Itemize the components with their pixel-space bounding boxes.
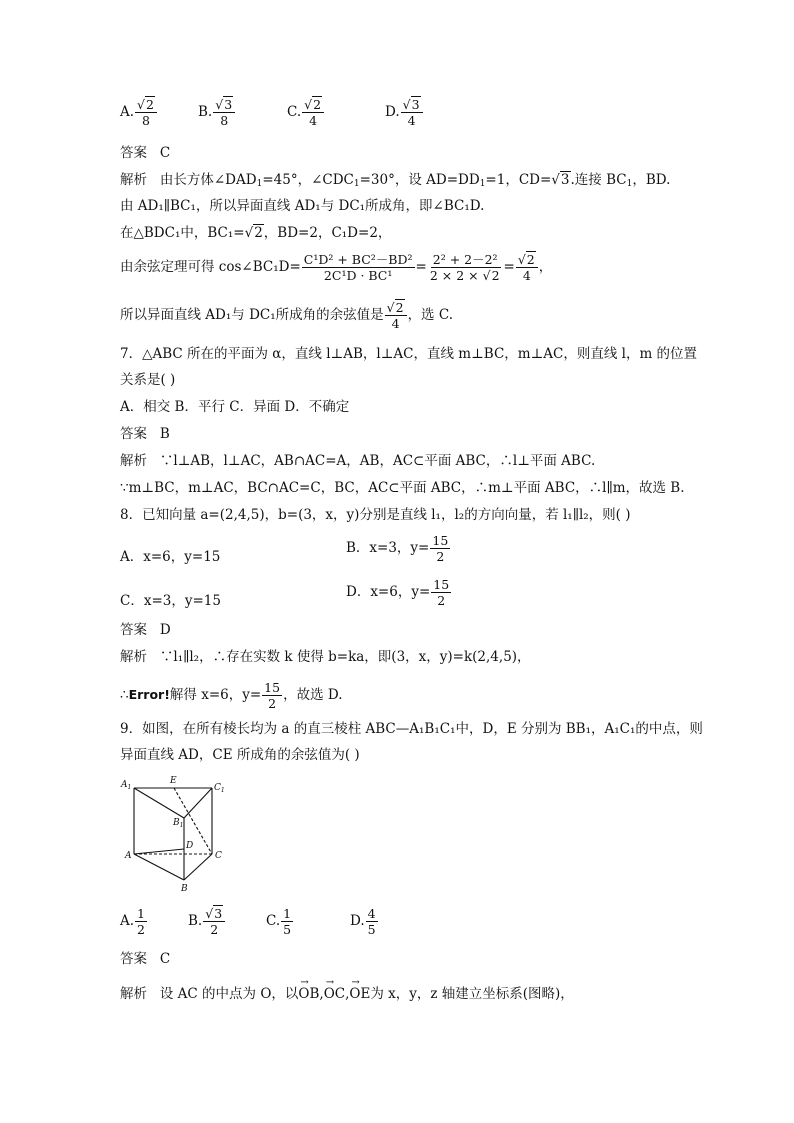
q7-analysis-line2: ∵m⊥BC，m⊥AC，BC∩AC=C，BC，AC⊂平面 ABC，∴m⊥平面 ABC，∴l∥m，故选 B. (120, 480, 685, 496)
q9-answer: 答案 C (120, 951, 171, 967)
q9-stem-line1: 9．如图，在所有棱长均为 a 的直三棱柱 ABC—A₁B₁C₁中，D，E 分别为 BB₁，A₁C₁的中点，则 (120, 721, 703, 737)
segment-ad (134, 849, 184, 854)
q8-option-d: D．x=6，y= $\frac{15}{2}$ (346, 577, 450, 608)
q8-option-a: A．x=6，y=15 (120, 549, 221, 565)
q7-options: A．相交 B．平行 C．异面 D．不确定 (120, 399, 350, 415)
label-e: E (170, 776, 177, 786)
q6-option-c: C. $\frac{√2}{4}$ (287, 97, 325, 128)
label-c1: $C_1$ (214, 783, 225, 794)
q9-stem-line2: 异面直线 AD，CE 所成角的余弦值为( ) (120, 747, 360, 763)
q9-analysis-line1: 解析 设 AC 的中点为 O，以→ OB,→ OC,→ OE为 x，y，z 轴建立坐标系(图略)， (120, 986, 574, 1002)
prism-figure (118, 774, 238, 899)
label-a1: $A_1$ (121, 780, 132, 791)
q6-analysis-line1: 解析 由长方体$\angle DAD_1=45^\circ$，$\angle CDC_1=30^\circ$，设 $AD=DD_1=1$，CD=√3.连接 $BC_1$，BD. (120, 172, 671, 189)
edge-ab (134, 854, 184, 880)
q9-option-a: A. $\frac{1}{2}$ (120, 906, 145, 937)
q6-analysis-line2: 由 AD₁∥BC₁，所以异面直线 AD₁与 DC₁所成角，即∠BC₁D. (120, 198, 485, 214)
q6-analysis-line3: 在△BDC₁中，BC₁=√2，BD=2，C₁D=2， (120, 225, 392, 241)
q7-analysis-line1: 解析 ∵l⊥AB，l⊥AC，AB∩AC=A，AB，AC⊂平面 ABC，∴l⊥平面 ABC. (120, 453, 596, 469)
label-d: D (186, 841, 194, 851)
q8-analysis-line1: 解析 ∵l₁∥l₂，∴存在实数 k 使得 b=ka，即(3，x，y)=k(2,4,5)， (120, 649, 531, 665)
label-c: C (215, 851, 222, 861)
q6-analysis-line4: 由余弦定理可得 cos∠BC₁D= $\frac{\text{C¹D² + BC²－BD²}}{\text{2C¹D · BC¹}}$ = $\frac{\text{2² + 2－2²}}{2 \times 2 \times √2}$ = $\frac{√2}{4}$ ， (120, 252, 553, 283)
q8-option-c: C．x=3，y=15 (120, 593, 221, 609)
q8-stem: 8．已知向量 a=(2,4,5)，b=(3，x，y)分别是直线 l₁，l₂的方向向量，若 l₁∥l₂，则( ) (120, 507, 631, 523)
q9-option-c: C. $\frac{1}{5}$ (266, 906, 292, 937)
q9-option-d: D. $\frac{4}{5}$ (350, 906, 376, 937)
q6-option-d: D. $\frac{√3}{4}$ (385, 97, 424, 128)
q8-analysis-line2: ∴Error!解得 x=6，y= $\frac{15}{2}$ ，故选 D. (120, 680, 343, 711)
label-b1: $B_1$ (173, 818, 184, 829)
label-a: A (125, 851, 132, 861)
q6-analysis-line5: 所以异面直线 AD₁与 DC₁所成角的余弦值是 $\frac{√2}{4}$ ，选 C. (120, 300, 453, 331)
edge-bc (184, 854, 212, 880)
q8-option-b: B．x=3，y= $\frac{15}{2}$ (346, 533, 449, 564)
q6-answer: 答案 C (120, 145, 171, 161)
q6-option-b: B. $\frac{√3}{8}$ (198, 97, 236, 128)
q6-option-a: A. $\frac{√2}{8}$ (120, 97, 158, 128)
q7-stem-line1: 7．△ABC 所在的平面为 α，直线 l⊥AB，l⊥AC，直线 m⊥BC，m⊥AC，则直线 l，m 的位置 (120, 346, 698, 362)
edge-b1c1 (184, 788, 212, 818)
q7-answer: 答案 B (120, 426, 170, 442)
q7-stem-line2: 关系是( ) (120, 372, 176, 388)
q8-answer: 答案 D (120, 622, 171, 638)
label-b: B (181, 884, 188, 894)
q9-option-b: B. $\frac{√3}{2}$ (188, 906, 226, 937)
